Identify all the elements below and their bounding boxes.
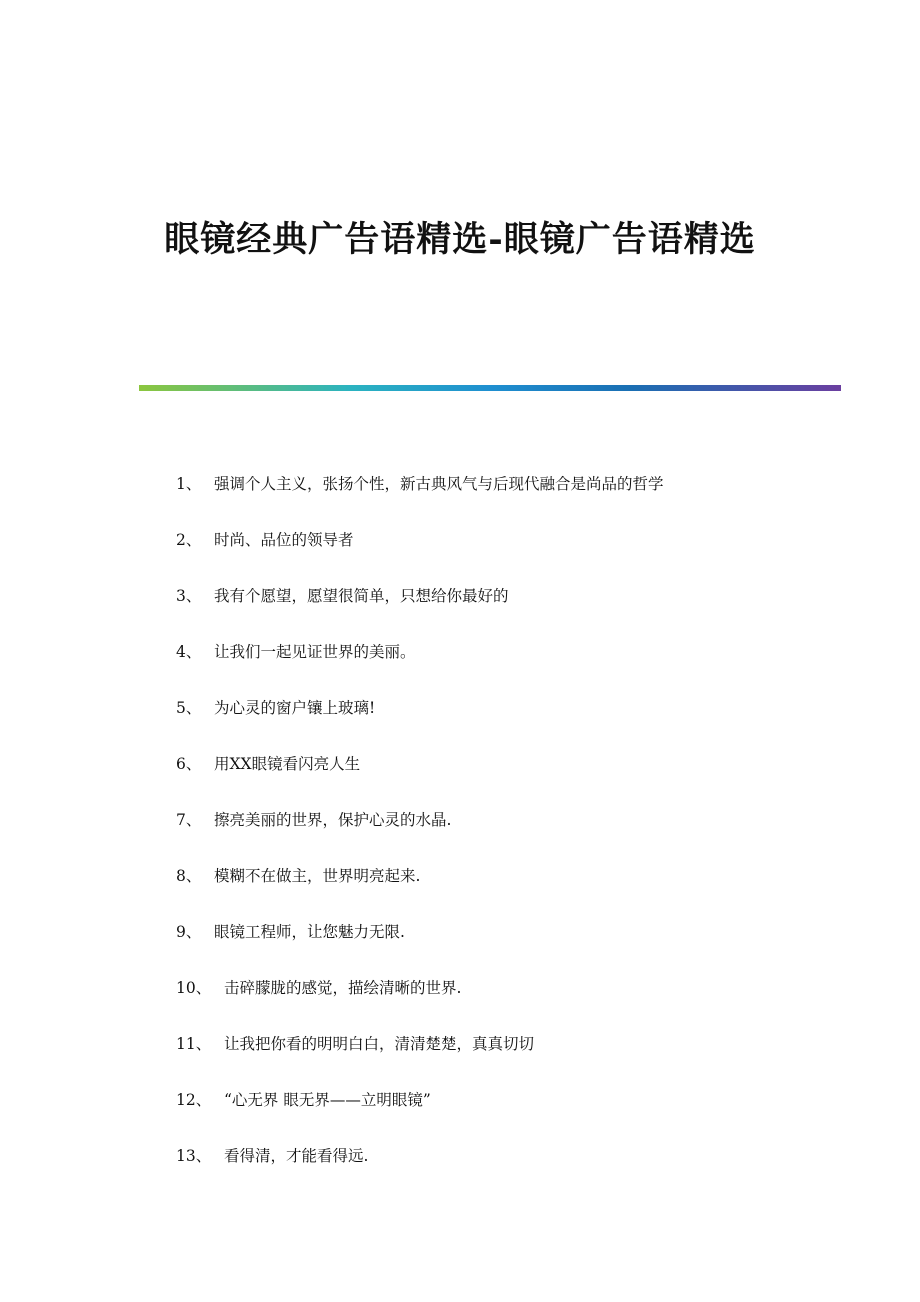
item-number: 3、 [176, 587, 202, 605]
item-number: 8、 [176, 867, 202, 885]
item-number: 11、 [176, 1035, 212, 1053]
item-number: 1、 [176, 475, 202, 493]
item-number: 12、 [176, 1091, 212, 1109]
item-number: 13、 [176, 1147, 212, 1165]
list-item [176, 1030, 856, 1086]
item-text: 眼镜工程师，让您魅力无限. [214, 923, 405, 941]
item-text: 强调个人主义，张扬个性，新古典风气与后现代融合是尚品的哲学 [214, 475, 664, 493]
item-number: 7、 [176, 811, 202, 829]
item-text: 模糊不在做主，世界明亮起来. [214, 867, 421, 885]
list-item [176, 862, 856, 918]
list-item [176, 806, 856, 862]
item-number: 5、 [176, 699, 202, 717]
item-text: 时尚、品位的领导者 [214, 531, 354, 549]
slogan-list [176, 470, 856, 1198]
list-item [176, 470, 856, 526]
list-item [176, 750, 856, 806]
item-text: 让我们一起见证世界的美丽。 [214, 643, 416, 661]
list-item [176, 1086, 856, 1142]
list-item [176, 526, 856, 582]
gradient-divider [139, 385, 841, 391]
item-text: 为心灵的窗户镶上玻璃! [214, 699, 376, 717]
page-title: 眼镜经典广告语精选-眼镜广告语精选 [164, 219, 756, 260]
item-text: 用XX眼镜看闪亮人生 [214, 755, 361, 773]
list-item [176, 694, 856, 750]
item-text: 我有个愿望，愿望很简单，只想给你最好的 [214, 587, 509, 605]
list-item [176, 638, 856, 694]
item-text: 击碎朦胧的感觉，描绘清晰的世界. [224, 979, 462, 997]
item-number: 9、 [176, 923, 202, 941]
list-item [176, 918, 856, 974]
item-number: 4、 [176, 643, 202, 661]
item-text: “心无界 眼无界——立明眼镜” [224, 1091, 431, 1109]
item-number: 10、 [176, 979, 212, 997]
item-number: 6、 [176, 755, 202, 773]
list-item [176, 1142, 856, 1198]
list-item [176, 974, 856, 1030]
item-number: 2、 [176, 531, 202, 549]
item-text: 看得清，才能看得远. [224, 1147, 369, 1165]
list-item [176, 582, 856, 638]
item-text: 让我把你看的明明白白，清清楚楚，真真切切 [224, 1035, 535, 1053]
item-text: 擦亮美丽的世界，保护心灵的水晶. [214, 811, 452, 829]
